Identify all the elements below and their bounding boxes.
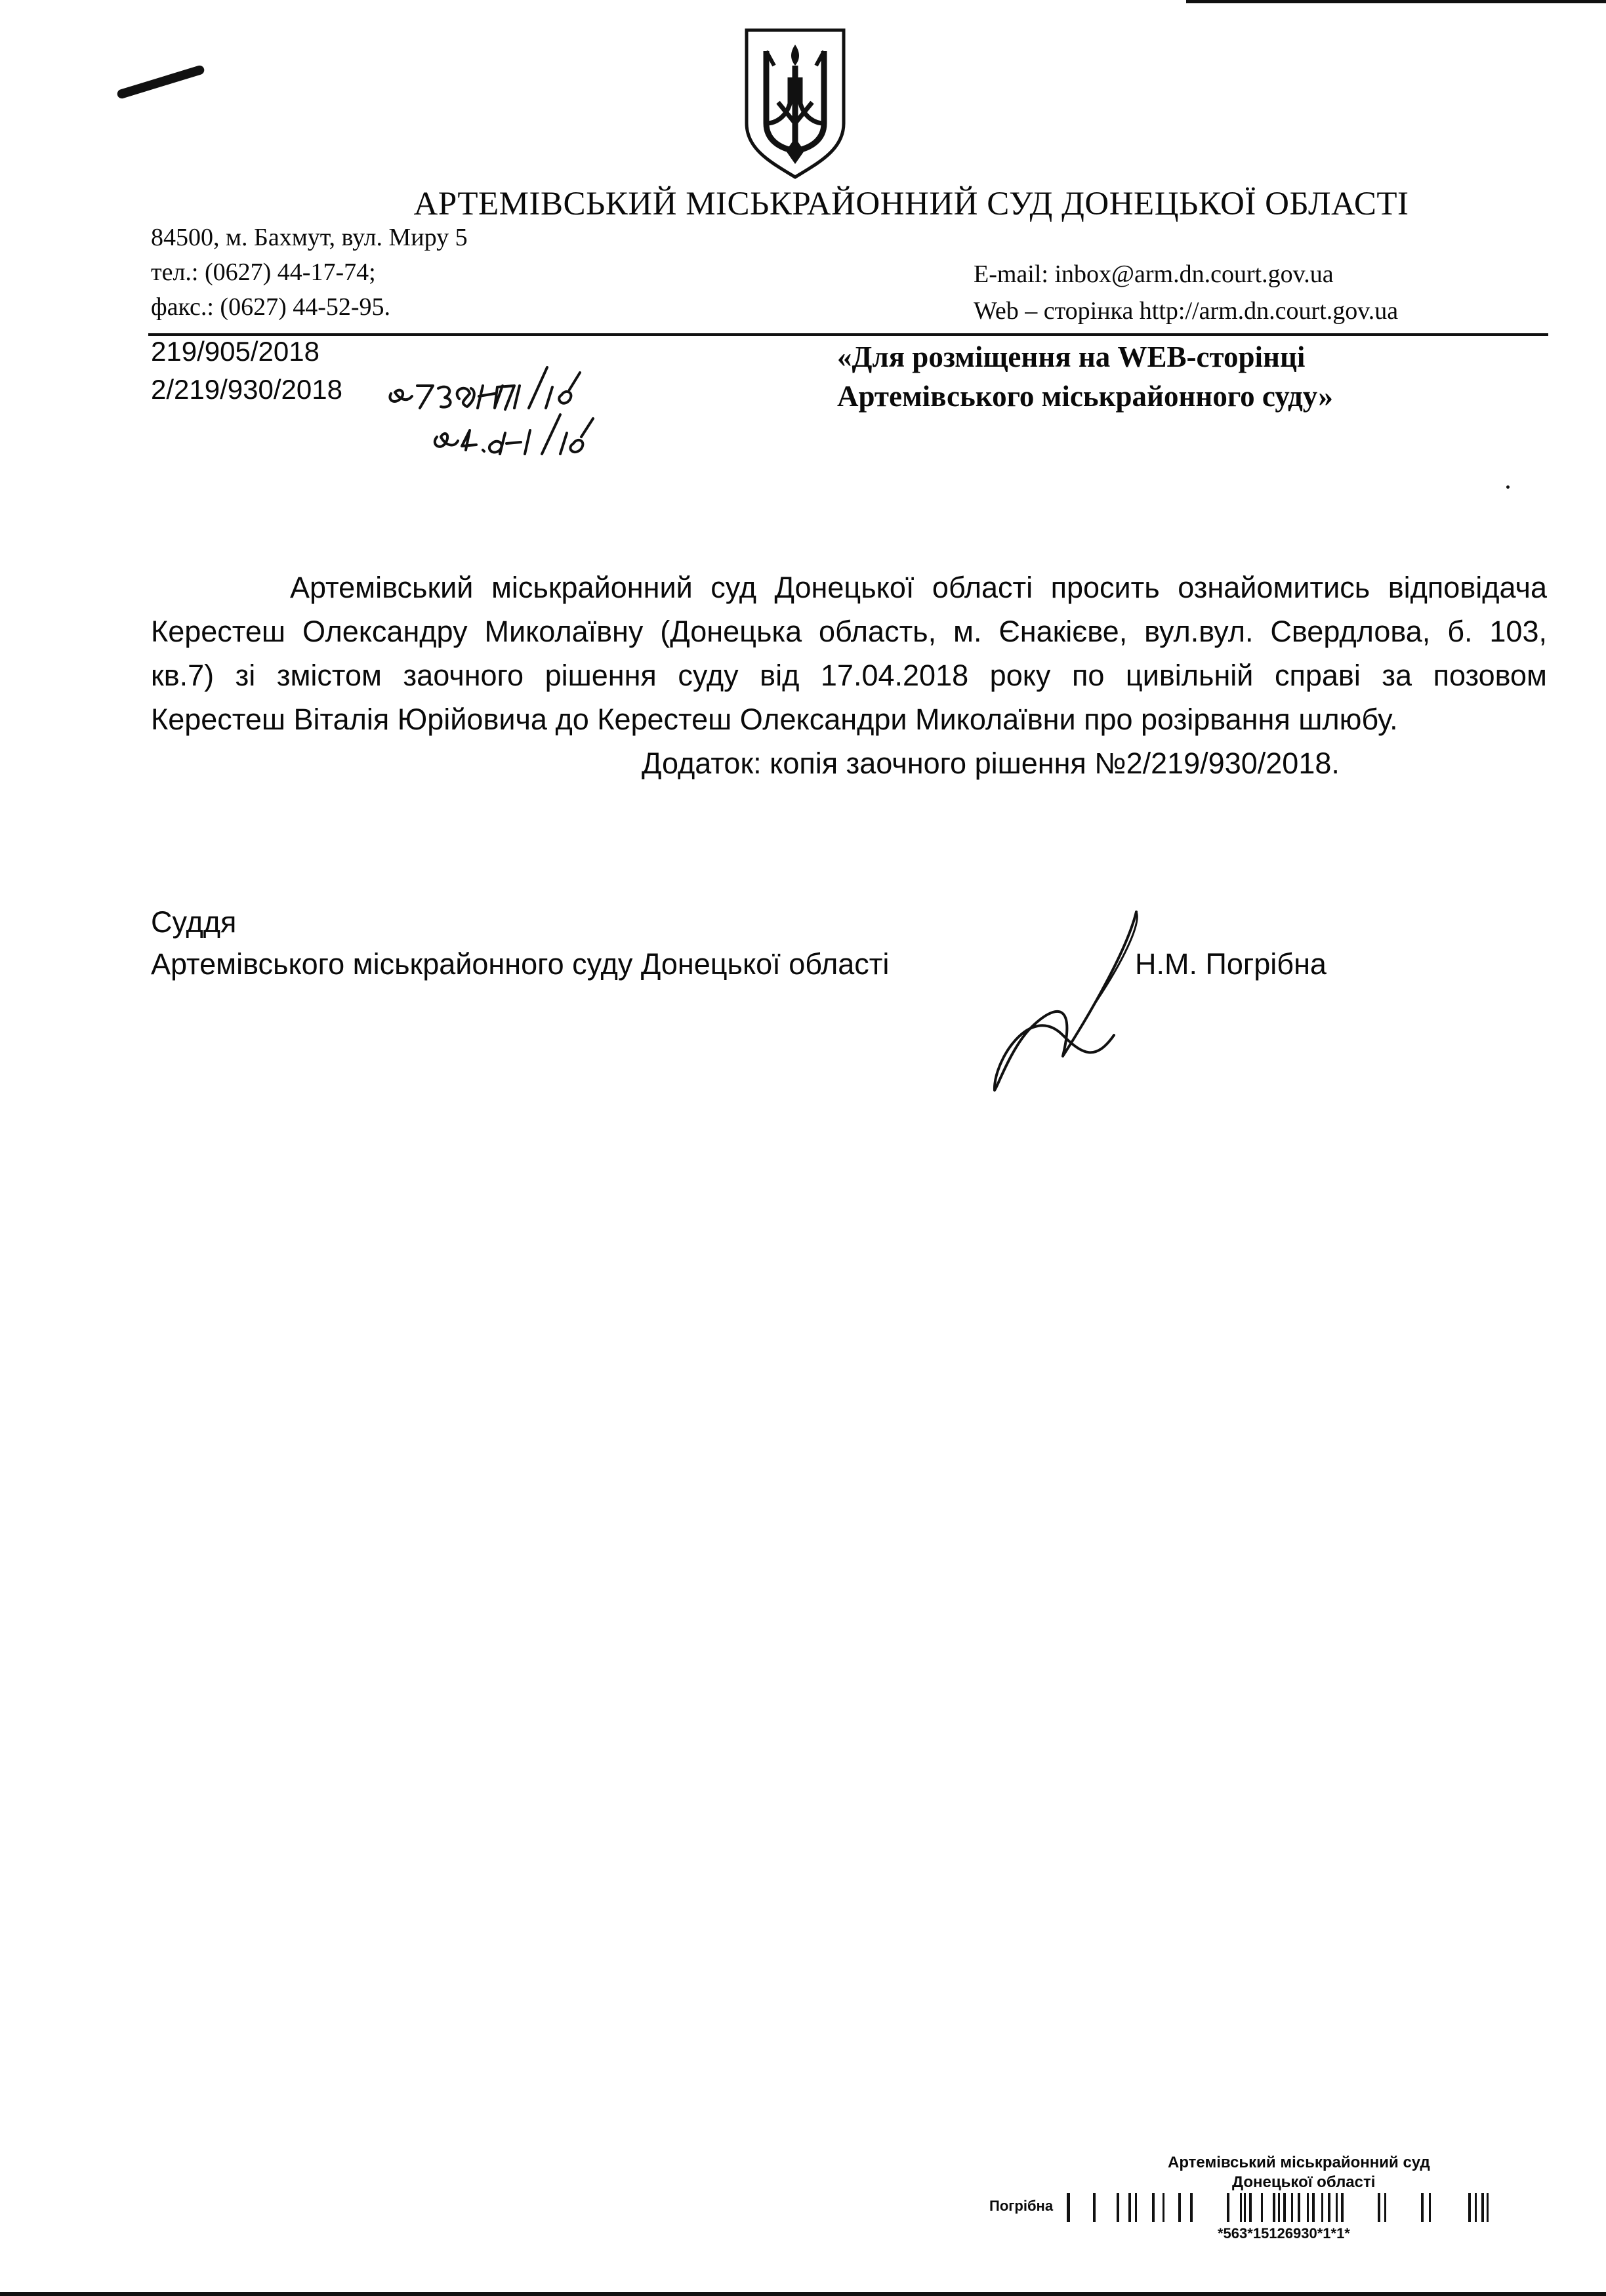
court-phone: тел.: (0627) 44-17-74; <box>151 258 376 286</box>
attachment-line: Додаток: копія заочного рішення №2/219/930/2018. <box>642 747 1340 780</box>
handwritten-incoming-date <box>432 411 609 464</box>
stamp-label: Погрібна <box>989 2198 1054 2214</box>
header-divider <box>148 333 1548 336</box>
court-email: E-mail: inbox@arm.dn.court.gov.ua <box>974 260 1334 288</box>
handwritten-signature <box>964 904 1161 1101</box>
barcode <box>1067 2193 1565 2222</box>
signature-title: Суддя <box>151 905 237 939</box>
judge-name: Н.М. Погрібна <box>1135 947 1327 981</box>
scan-mark-top-left <box>116 64 205 100</box>
stamp-court-line-1: Артемівський міськрайонний суд <box>1168 2154 1430 2171</box>
scan-edge-bottom <box>0 2292 1606 2296</box>
court-name-heading: АРТЕМІВСЬКИЙ МІСЬКРАЙОННИЙ СУД ДОНЕЦЬКОЇ ОБЛАСТІ <box>413 186 1409 222</box>
body-line-3: кв.7) зі змістом заочного рішення суду від 17.04.2018 року по цивільній справі за позовом <box>151 659 1547 692</box>
scan-edge-top-right <box>1186 0 1606 3</box>
letter-body <box>151 565 1547 785</box>
court-website: Web – сторінка http://arm.dn.court.gov.ua <box>974 297 1399 325</box>
signature-court: Артемівського міськрайонного суду Донецької області <box>151 947 890 981</box>
handwritten-incoming-number <box>386 359 609 419</box>
web-placement-note-line-2: Артемівського міськрайонного суду» <box>837 380 1333 413</box>
body-line-2: Керестеш Олександру Миколаївну (Донецька область, м. Єнакієве, вул.вул. Свердлова, б. 103, <box>151 615 1547 648</box>
scan-dot-right <box>1506 485 1510 489</box>
registration-number-2: 2/219/930/2018 <box>151 374 342 405</box>
trident-coat-of-arms-icon <box>740 25 850 182</box>
registration-number-1: 219/905/2018 <box>151 336 319 367</box>
body-line-4: Керестеш Віталія Юрійовича до Керестеш Олександри Миколаївни про розірвання шлюбу. <box>151 703 1398 736</box>
body-line-1: Артемівський міськрайонний суд Донецької області просить ознайомитись відповідача <box>290 571 1547 604</box>
barcode-number: *563*15126930*1*1* <box>1218 2225 1350 2242</box>
stamp-court-line-2: Донецької області <box>1232 2173 1376 2191</box>
court-address: 84500, м. Бахмут, вул. Миру 5 <box>151 224 468 251</box>
court-fax: факс.: (0627) 44-52-95. <box>151 293 391 321</box>
web-placement-note-line-1: «Для розміщення на WEB-сторінці <box>837 340 1306 373</box>
